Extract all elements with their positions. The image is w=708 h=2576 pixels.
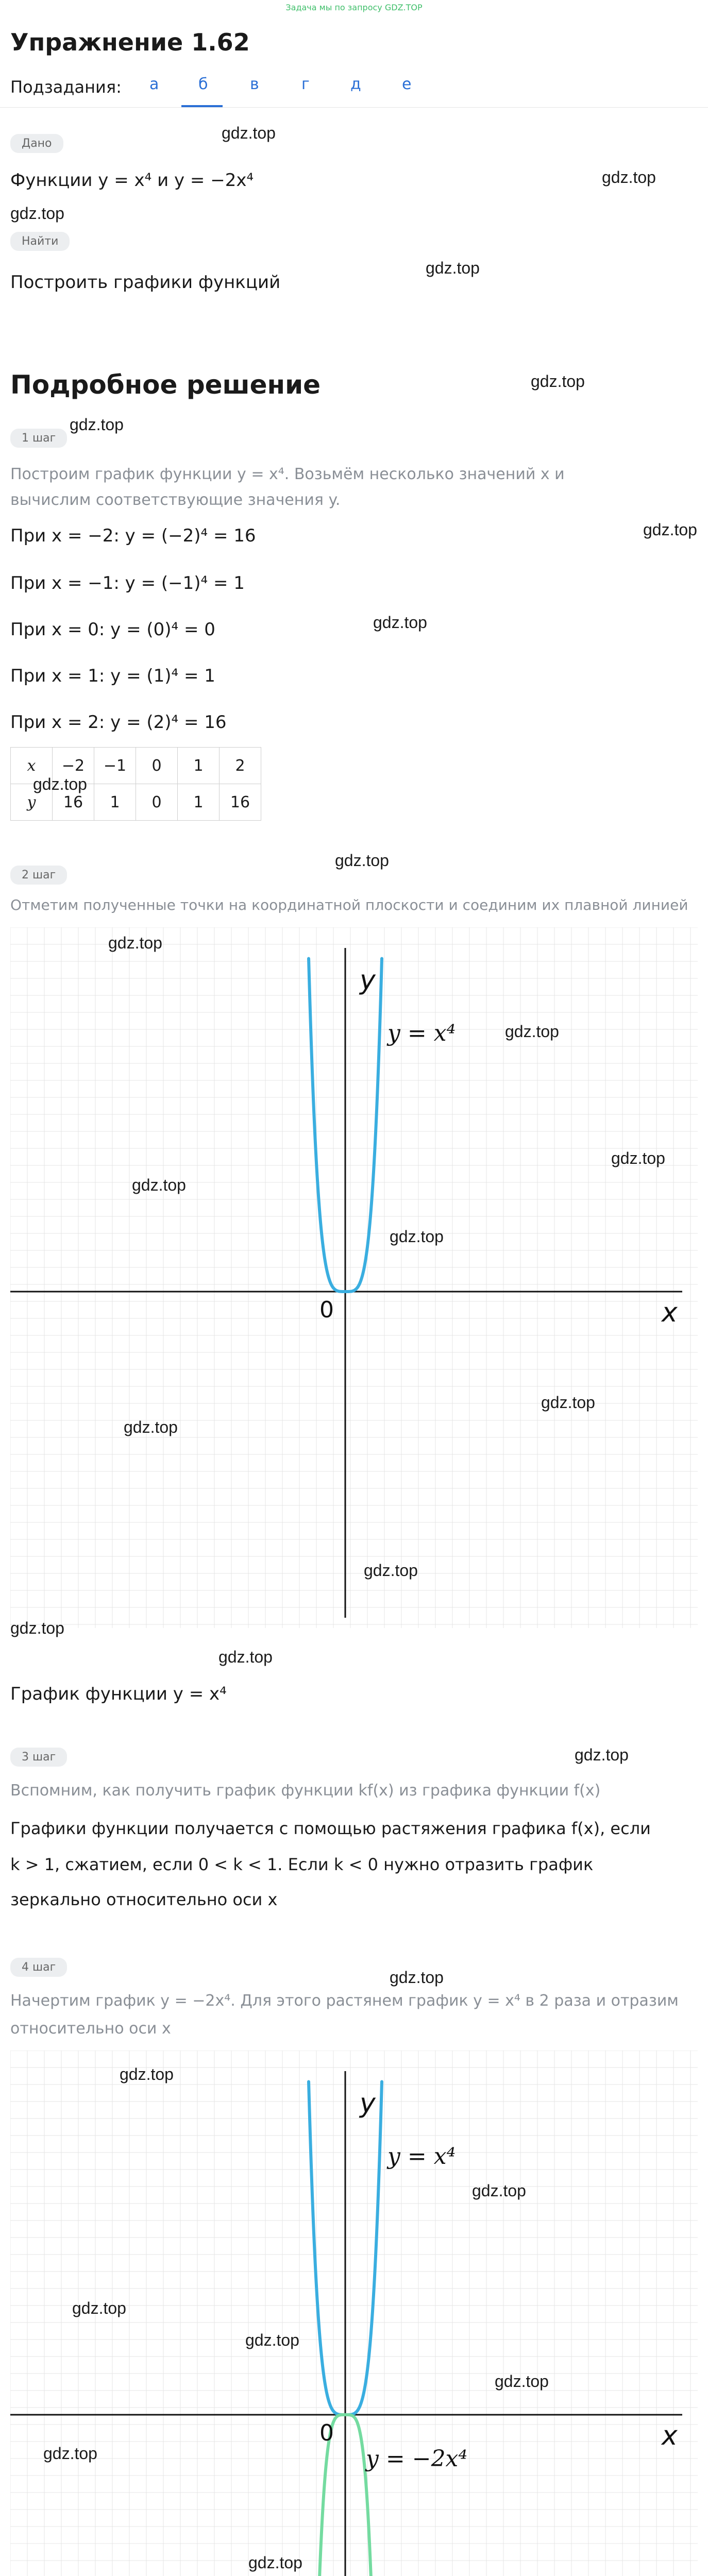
watermark: gdz.top [390,1968,444,1987]
watermark: gdz.top [505,1022,559,1041]
y-axis-label: y [360,2088,376,2119]
watermark: gdz.top [643,520,697,539]
curve-up-label: y = x⁴ [387,1020,456,1046]
given-badge: Дано [10,134,63,153]
table-cell: 1 [94,784,136,821]
watermark: gdz.top [426,259,480,277]
tab-b[interactable]: б [198,75,208,93]
tab-g[interactable]: г [301,75,310,93]
step3-line: k > 1, сжатием, если 0 < k < 1. Если k < 0 нужно отразить график [10,1855,594,1874]
table-cell: x [11,748,53,784]
step1-intro: Построим график функции y = x⁴. Возьмём несколько значений x и вычислим соответствующие значения y. [10,465,565,509]
curve-up-label: y = x⁴ [387,2143,456,2170]
origin-label: 0 [319,2420,334,2446]
x-axis-label: x [662,2420,678,2451]
watermark: gdz.top [120,2065,174,2083]
table-cell: 16 [220,784,261,821]
graph-x4 [10,927,698,1628]
watermark: gdz.top [10,204,64,223]
graph1-caption: График функции y = x⁴ [10,1684,227,1704]
step4-text: Начертим график y = −2x⁴. Для этого растянем график y = x⁴ в 2 раза и отразим [10,1992,679,2010]
watermark: gdz.top [108,934,162,952]
find-badge: Найти [10,232,70,251]
watermark: gdz.top [531,372,585,391]
watermark: gdz.top [43,2444,97,2463]
origin-label: 0 [319,1297,334,1323]
watermark: gdz.top [390,1227,444,1246]
watermark: gdz.top [364,1561,418,1580]
table-cell: 1 [178,748,220,784]
step2-text: Отметим полученные точки на координатной плоскости и соединим их плавной линией [10,896,688,913]
calc-row: При x = 2: y = (2)⁴ = 16 [10,712,227,733]
step3-badge: 3 шаг [10,1748,67,1767]
watermark: gdz.top [575,1745,629,1764]
table-cell: 2 [220,748,261,784]
task-text: Построить графики функций [10,272,281,293]
watermark: gdz.top [611,1149,665,1167]
top-banner: Задача мы по запросу GDZ.TOP [285,3,423,12]
curve-down-label: y = −2x⁴ [366,2446,468,2472]
watermark: gdz.top [495,2372,549,2391]
watermark: gdz.top [132,1176,186,1194]
watermark: gdz.top [222,124,276,142]
watermark: gdz.top [472,2181,526,2200]
tab-v[interactable]: в [250,75,259,93]
watermark: gdz.top [541,1393,595,1412]
watermark: gdz.top [218,1648,273,1666]
step4-text: относительно оси x [10,2020,171,2038]
watermark: gdz.top [72,2299,126,2317]
table-cell: 1 [178,784,220,821]
table-cell: y [11,784,53,821]
solution-heading: Подробное решение [10,370,321,400]
watermark: gdz.top [245,2331,299,2349]
table-cell: 0 [136,784,178,821]
step1-badge: 1 шаг [10,429,67,448]
tab-d[interactable]: д [350,75,361,93]
calc-row: При x = 1: y = (1)⁴ = 1 [10,666,215,686]
tab-a[interactable]: а [149,75,159,93]
watermark: gdz.top [248,2553,302,2572]
y-axis-label: y [360,965,376,996]
watermark: gdz.top [33,775,87,793]
table-cell: 0 [136,748,178,784]
table-cell: −1 [94,748,136,784]
step2-badge: 2 шаг [10,866,67,885]
table-cell: 16 [53,784,94,821]
watermark: gdz.top [335,851,389,870]
watermark: gdz.top [10,1619,64,1637]
page-title: Упражнение 1.62 [10,28,250,56]
watermark: gdz.top [124,1418,178,1436]
step3-line: Графики функции получается с помощью растяжения графика f(x), если [10,1819,651,1838]
calc-row: При x = −2: y = (−2)⁴ = 16 [10,526,256,546]
calc-row: При x = 0: y = (0)⁴ = 0 [10,619,215,640]
step3-text: Вспомним, как получить график функции kf(x) из графика функции f(x) [10,1782,601,1800]
step3-line: зеркально относительно оси x [10,1890,278,1909]
table-cell: −2 [53,748,94,784]
x-axis-label: x [662,1297,678,1328]
calc-row: При x = −1: y = (−1)⁴ = 1 [10,573,245,594]
watermark: gdz.top [70,415,124,434]
given-functions: Функции y = x⁴ и y = −2x⁴ [10,170,254,191]
tabs-divider [0,107,708,108]
watermark: gdz.top [373,613,427,632]
watermark: gdz.top [602,168,656,187]
step4-badge: 4 шаг [10,1958,67,1977]
subtasks-label: Подзадания: [10,77,122,97]
tab-e[interactable]: е [402,75,412,93]
